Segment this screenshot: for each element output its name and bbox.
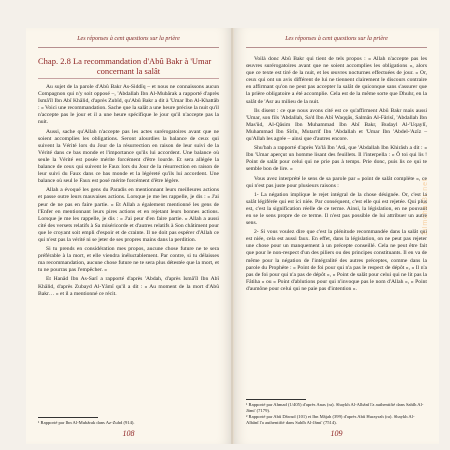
- running-head-text: Les réponses à cent questions sur la prière: [285, 36, 388, 42]
- right-paragraph: 2- Si vous voulez dire que c'est la plénitude recommandée dans la salât qui est niée, cela est aussi faux. En effet, dans la législation, on ne peut pas rejeter une chose pour un manquement à un précepte conseillé. Cela ne peut être fait que pour le non-respect d'un des piliers ou des principes constituants. Il en va de même pour la négation de l'intégralité des autres préceptes, comme dans la parole du Prophète : « Point de foi pour qui n'a pas le respect de dépôt », « Il n'a pas de foi pour qui n'a pas de dépôt », « Point de salât pour celui qui ne lit pas la Fâtiha » ou « Point d'ablutions pour qui n'invoque pas le nom d'Allah », « Point d'aumône pour celui qui ne paie pas d'intention ».: [246, 229, 427, 292]
- header-rule: [38, 47, 219, 48]
- page-number-left: 108: [122, 429, 135, 438]
- chapter-title: [38, 56, 219, 79]
- right-page-body: [246, 56, 427, 400]
- running-head-left: [38, 36, 219, 50]
- chapter-title-rule: [38, 78, 219, 79]
- left-paragraph: Allah a évoqué les gens du Paradis en mentionnant leurs meilleures actions et passe outre leurs mauvaises actions. Lorsque je me les rappelle, je dis : « J'ai peur de ne pas en faire partie. » Et Allah a également mentionné les gens de l'Enfer en mentionnant leurs pires actions et en rejetant leurs bonnes actions. Lorsque je me les rappelle, je dis : « J'ai peur d'en faire partie. » Allah a aussi cité des versets relatifs à Sa miséricorde et d'autres relatifs à Son châtiment pour que le croyant soit empli d'espoir et de crainte. Il ne doit pas espérer d'Allah ce qui n'est pas la vérité ni se jeter de ses propres mains dans la perdition.: [38, 187, 219, 243]
- left-paragraph: Et Hanâd Ibn As-Sarî a rapporté d'après 'Abdah, d'après Ismâ'îl Ibn Abî Khâlid, d'après Zubayd Al-Yâmî qu'il a dit : « Au moment de la mort d'Abû Bakr… » et il a mentionné ce récit.: [38, 276, 219, 297]
- left-page: [26, 28, 232, 444]
- right-paragraph: Vous avez interprété le sens de sa parole par « point de salât complète », ce qui n'est pas juste pour plusieurs raisons :: [246, 175, 427, 189]
- right-page: [233, 28, 439, 444]
- footnote: ¹ Rapporté par Ibn Al-Mubârak dans Az-Zuhd (914).: [38, 420, 135, 425]
- watermark-text: 3ilmchar3i.net: [422, 178, 429, 236]
- chapter-title-line1: Chap. 2.8 La recommandation d'Abû Bakr à 'Umar: [38, 56, 212, 66]
- footnote-rule: [38, 417, 98, 418]
- right-paragraph: Ils disent : ce que nous avons cité est ce qu'affirment Abû Bakr mais aussi 'Umar, son fils 'Abdallah, Sa'd Ibn Abî Waqqâs, Salmân Al-Fârisî, 'Abdallah Ibn Mas'ûd, Al-Qâsim Ibn Muhammad Ibn Abî Bakr, Budayl Al-'Uqaylî, Muhammad Ibn Sîrîn, Mutarrif Ibn 'Abdallah et 'Umar Ibn 'Abdel-'Azîz – qu'Allah les agrée – ainsi que d'autres encore.: [246, 107, 427, 143]
- watermark: [420, 178, 436, 308]
- left-page-body: [38, 56, 219, 400]
- footnote: ¹ Rapporté par Ahmad (1/405) d'après Anas (ra). Shaykh Al-Albânî l'a authentifié dans Sahîh Al-Jâmi' (7179).: [246, 402, 424, 413]
- page-number-right: 109: [330, 429, 343, 438]
- right-paragraph: 1- La négation implique le rejet intégral de la chose désignée. Or, c'est la salât légiférée qui est ici niée. Par conséquent, c'est elle qui est rejetée. Qui plus est, c'est la signification réelle de ce terme. Ainsi, la législation, en ne pouvant en se le sens propre de ce terme. Il n'est pas possible de lui attribuer un autre sens.: [246, 191, 427, 227]
- left-paragraph: Au sujet de la parole d'Abû Bakr As-Siddîq – et nous ne connaissons aucun Compagnon qui n'y soit opposé –, 'Abdallah Ibn Al-Mubârak a rapporté d'après Ismâ'îl Ibn Abî Khâlid, d'après Zubîd, qu'Abû Bakr a dit à 'Umar Ibn Al-Khattâb : « Voici une recommandation. Sache que la salât a une heure précise la nuit qu'il n'accepte pas le jour et il a une heure spécifique le jour qu'il n'accepte pas la nuit.: [38, 84, 219, 126]
- right-paragraph: Shu'bah a rapporté d'après Ya'lâ Ibn 'Atâ, que 'Abdallah Ibn Khirâsh a dit : « Ibn 'Umar aperçut un homme lisant des feuillets. Il l'interpella : « Ô toi qui lis ! Point de salât pour celui qui ne prie pas à temps. Prie donc, puis lis ce qui te semble bon de lire. »: [246, 145, 427, 173]
- running-head-right: [246, 36, 427, 50]
- left-footnotes: [38, 417, 219, 426]
- running-head-text: Les réponses à cent questions sur la prière: [77, 36, 180, 42]
- right-footnotes: [246, 399, 427, 426]
- open-book: [26, 28, 440, 444]
- footnote-rule: [246, 399, 306, 400]
- left-paragraph: Aussi, sache qu'Allah n'accepte pas les actes surérogatoires avant que ne soient accomplies les obligations. Seront alourdies la balance de ceux qui suivent la Vérité lors du Jour de la résurrection en raison de leur suivi de la Vérité dans ce bas monde et l'importance qu'ils lui accordent. Une balance où seule la Vérité est posée mérite forcément d'être lourde. Et sera allégée la balance de ceux qui suivent le Faux lors du Jour de la résurrection en raison de leur suivi du Faux dans ce bas monde et la légèreté qu'ils lui accordent. Une balance où seul le Faux est posé mérite forcément d'être légère.: [38, 128, 219, 185]
- chapter-title-line2: concernant la salât: [96, 66, 161, 76]
- right-paragraph: Voilà donc Abû Bakr qui tient de tels propos : « Allah n'accepte pas les œuvres surérogatoires avant que ne soient accomplies les obligations », alors que ce texte est tiré de la nuit, et les œuvres nocturnes effectuées de jour. » Or, ceux qui ont un avis différent de lui ne tiennent clairement le discours contraire en affirmant qu'on ne peut pas accepter la salât de quiconque sans s'assurer que la prière obligatoire a été accomplie. Cela est de la même sorte que Dhuhr, en la salât de 'Asr au milieu de la nuit.: [246, 56, 427, 105]
- header-rule: [246, 47, 427, 48]
- left-paragraph: Si tu prends en considération mes propos, aucune chose future ne te sera préférable à la mort, et elle viendra inéluctablement. Par contre, si tu délaisses ma recommandation, aucune chose future ne te sera plus détestée que la mort, et tu ne pourras pas l'empêcher. »: [38, 246, 219, 274]
- footnote: ² Rapporté par Abû Dâwud (101) et Ibn Mâjah (399) d'après Abû Hurayrah (ra). Shaykh Al-Albânî l'a authentifié dans Sahîh Al-Jâmi' (7514).: [246, 414, 415, 425]
